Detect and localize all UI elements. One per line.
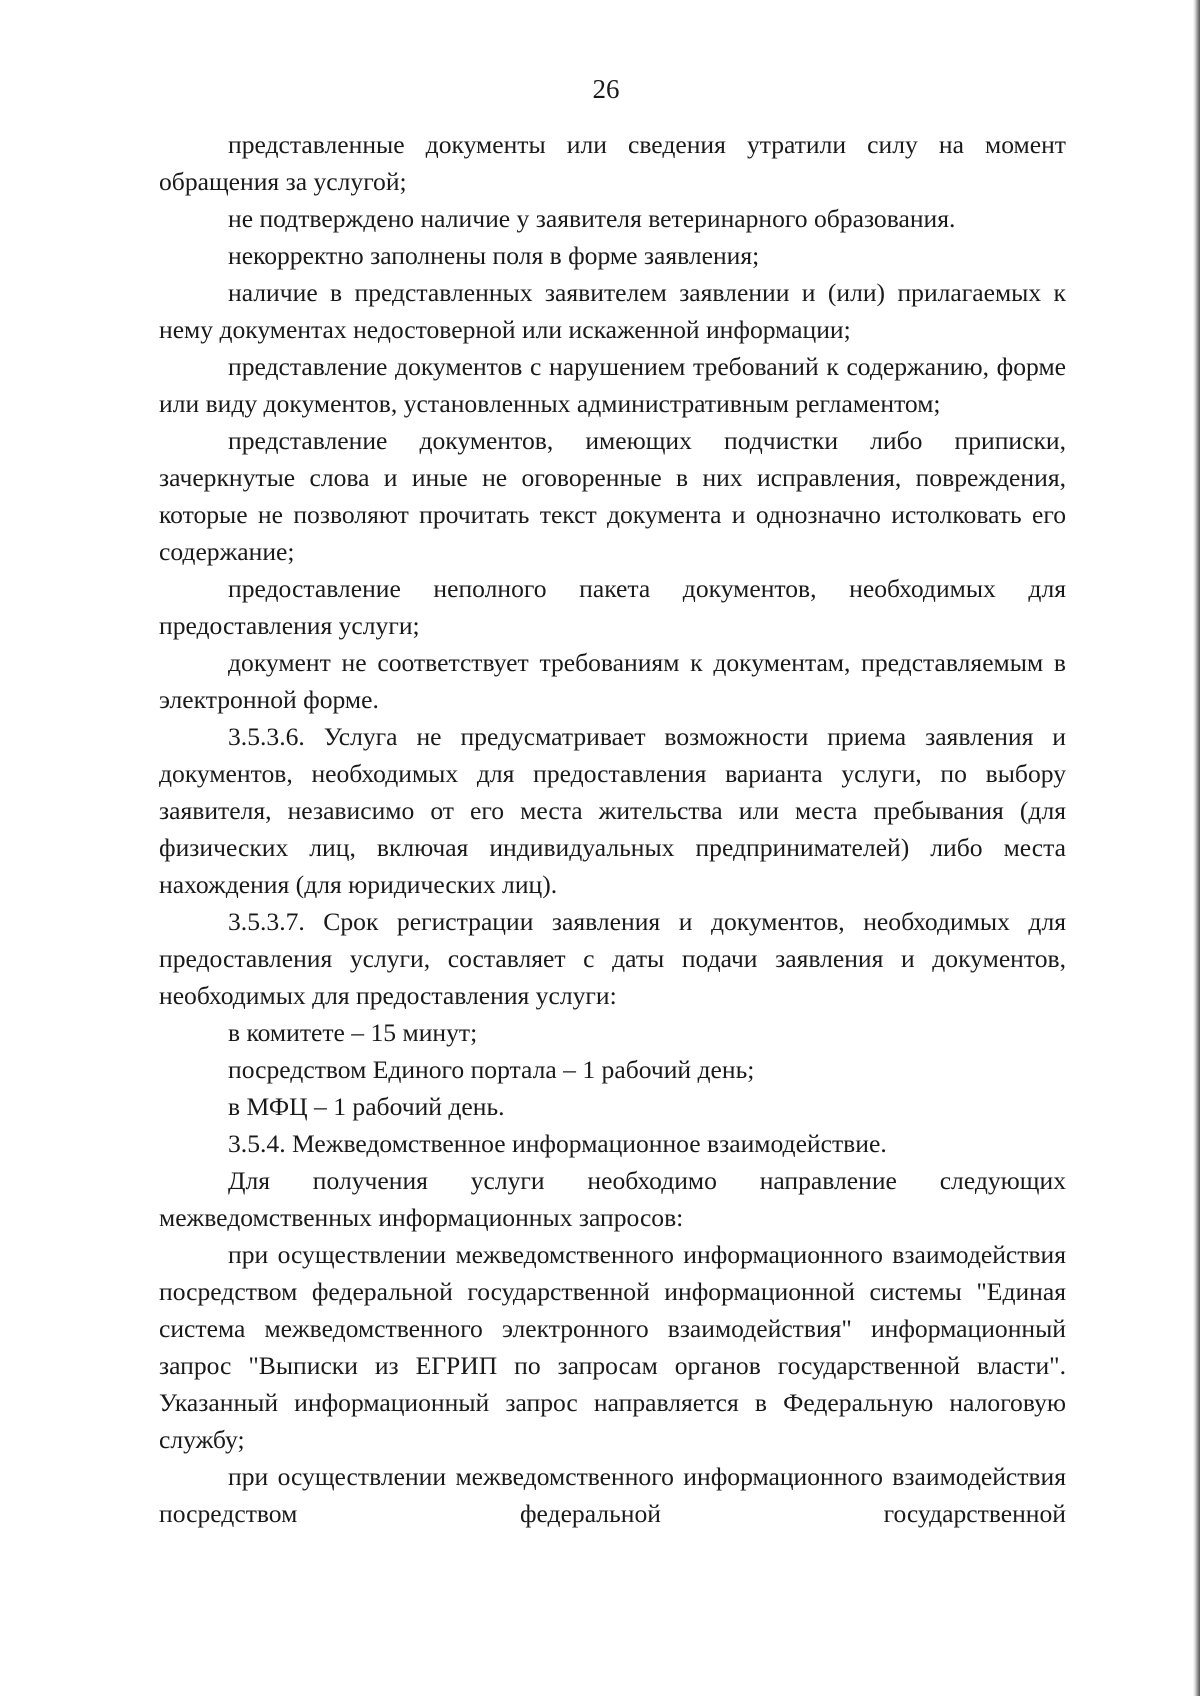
paragraph-1: представленные документы или сведения утратили силу на момент обращения за услугой; [159,130,1066,196]
paragraph-8: документ не соответствует требованиям к документам, представляемым в электронной форме. [159,648,1066,714]
paragraph-14: 3.5.4. Межведомственное информационное взаимодействие. [228,1129,887,1158]
paragraph-7: предоставление неполного пакета документов, необходимых для предоставления услуги; [159,574,1066,640]
paragraph-15: Для получения услуги необходимо направление следующих межведомственных информационных запросов: [159,1166,1066,1232]
paragraph-13: в МФЦ – 1 рабочий день. [228,1092,505,1121]
paragraph-4: наличие в представленных заявителем заявлении и (или) прилагаемых к нему документах недостоверной или искаженной информации; [159,278,1066,344]
paragraph-9: 3.5.3.6. Услуга не предусматривает возможности приема заявления и документов, необходимых для предоставления варианта услуги, по выбору заявителя, независимо от его места жительства или места пребывания (для физических лиц, включая индивидуальных предпринимателей) либо места нахождения (для юридических лиц). [159,722,1066,899]
paragraph-11: в комитете – 15 минут; [228,1018,478,1047]
paragraph-3: некорректно заполнены поля в форме заявления; [228,241,760,270]
paragraph-17: при осуществлении межведомственного информационного взаимодействия посредством федеральной государственной [159,1462,1066,1528]
paragraph-2: не подтверждено наличие у заявителя ветеринарного образования. [228,204,956,233]
paragraph-10: 3.5.3.7. Срок регистрации заявления и документов, необходимых для предоставления услуги, составляет с даты подачи заявления и документов, необходимых для предоставления услуги: [159,907,1066,1010]
scan-edge-shadow [1193,0,1200,1696]
paragraph-16: при осуществлении межведомственного информационного взаимодействия посредством федеральной государственной информационной системы "Единая система межведомственного электронного взаимодействия" информационный запрос "Выписки из ЕГРИП по запросам органов государственной власти". Указанный информационный запрос направляется в Федеральную налоговую службу; [159,1240,1066,1454]
paragraph-6: представление документов, имеющих подчистки либо приписки, зачеркнутые слова и иные не оговоренные в них исправления, повреждения, которые не позволяют прочитать текст документа и однозначно истолковать его содержание; [159,426,1066,566]
document-body [159,126,1066,1532]
paragraph-12: посредством Единого портала – 1 рабочий день; [228,1055,755,1084]
page-number: 26 [592,74,620,104]
paragraph-5: представление документов с нарушением требований к содержанию, форме или виду документов, установленных административным регламентом; [159,352,1066,418]
